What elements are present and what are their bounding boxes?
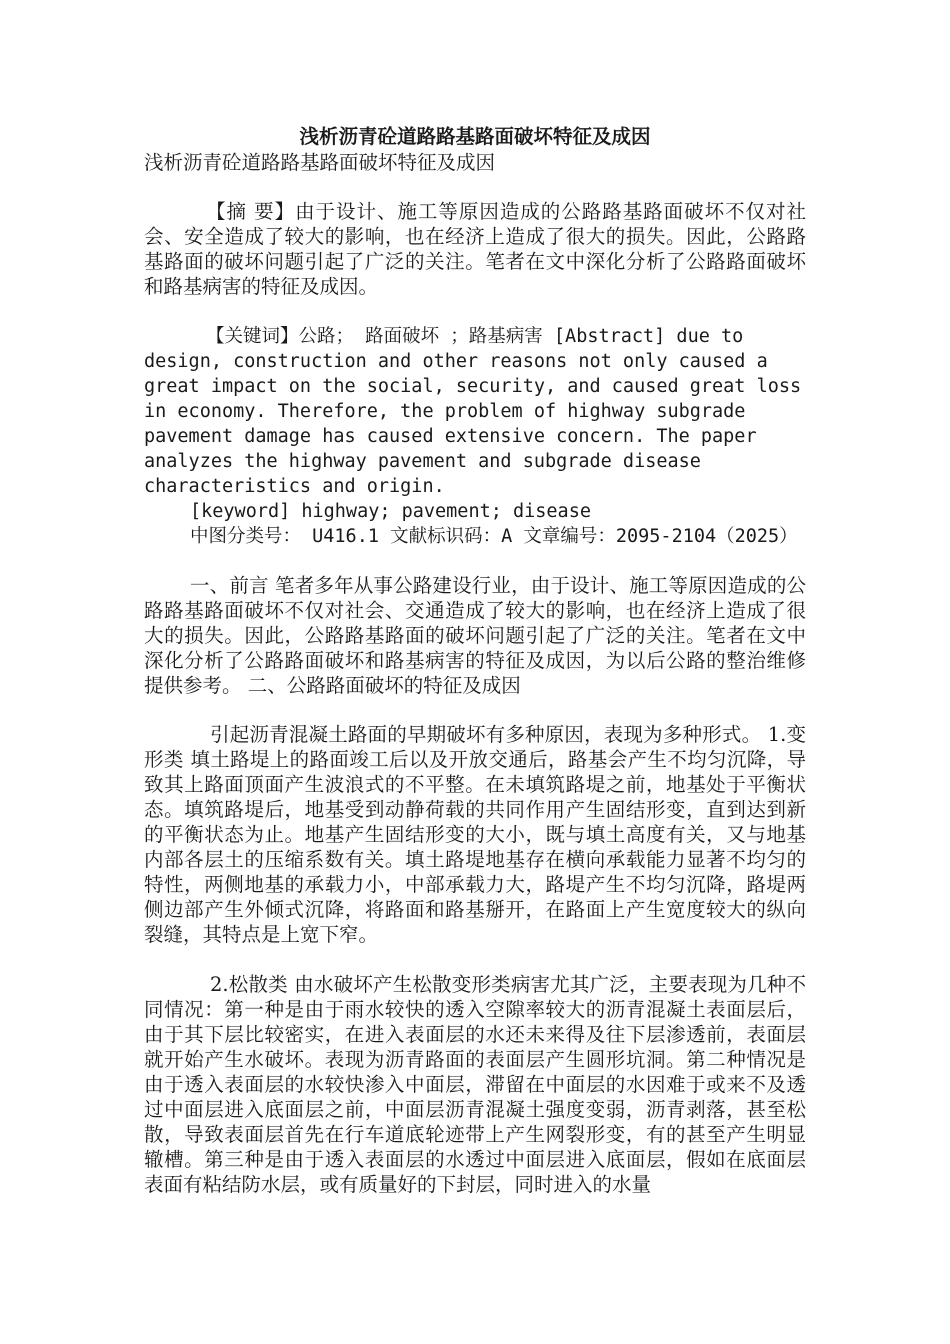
paragraph-loose: 2.松散类 由水破坏产生松散变形类病害尤其广泛，主要表现为几种不同情况：第一种是由于雨水较快的透入空隙率较大的沥青混凝土表面层后，由于其下层比较密实，在进入表面层的水还未来得及往下层渗透前，表面层就开始产生水破坏。表现为沥青路面的表面层产生圆形坑洞。第二种情况是由于透入表面层的水较快渗入中面层，滞留在中面层的水因难于或来不及透过中面层进入底面层之前，中面层沥青混凝土强度变弱，沥青剥落，甚至松散，导致表面层首先在行车道底轮迹带上产生网裂形变，有的甚至产生明显辙槽。第三种是由于透入表面层的水透过中面层进入底面层，假如在底面层表面有粘结防水层，或有质量好的下封层，同时进入的水量 — [144, 973, 806, 1196]
keywords-abstract: 【关键词】公路； 路面破坏 ；路基病害 [Abstract] due to design, construction and other reasons not only caused a great impact on the social, security, and caused great loss in economy. Therefore, the problem of highway subgrade pavement damage has caused extensive concern. The paper analyzes the highway pavement and subgrade disease characteristics and origin. — [144, 326, 802, 497]
abstract-cn: 【摘 要】由于设计、施工等原因造成的公路路基路面破坏不仅对社会、安全造成了较大的影响，也在经济上造成了很大的损失。因此，公路路基路面的破坏问题引起了广泛的关注。笔者在文中深化分析了公路路面破坏和路基病害的特征及成因。 — [144, 200, 806, 298]
paragraph-deformation: 引起沥青混凝土路面的早期破坏有多种原因，表现为多种形式。 1.变形类 填土路堤上的路面竣工后以及开放交通后，路基会产生不均匀沉降，导致其上路面顶面产生波浪式的不平整。在未填筑路堤之前，地基处于平衡状态。填筑路堤后，地基受到动静荷载的共同作用产生固结形变，直到达到新的平衡状态为止。地基产生固结形变的大小，既与填土高度有关，又与地基内部各层土的压缩系数有关。填土路堤地基存在横向承载能力显著不均匀的特性，两侧地基的承载力小，中部承载力大，路堤产生不均匀沉降，路堤两侧边部产生外倾式沉降，将路面和路基掰开，在路面上产生宽度较大的纵向裂缝，其特点是上宽下窄。 — [144, 723, 806, 946]
keywords-en: [keyword] highway; pavement; disease — [190, 501, 591, 522]
intro-paragraph: 一、前言 笔者多年从事公路建设行业，由于设计、施工等原因造成的公路路基路面破坏不仅对社会、交通造成了较大的影响，也在经济上造成了很大的损失。因此，公路路基路面的破坏问题引起了广泛的关注。笔者在文中深化分析了公路路面破坏和路基病害的特征及成因，为以后公路的整治维修提供参考。 二、公路路面破坏的特征及成因 — [144, 574, 806, 697]
document-title: 浅析沥青砼道路路基路面破坏特征及成因 — [299, 125, 651, 148]
classification-info: 中图分类号： U416.1 文献标识码：A 文章编号：2095-2104（2025） — [190, 526, 798, 547]
document-subtitle: 浅析沥青砼道路路基路面破坏特征及成因 — [144, 151, 496, 174]
